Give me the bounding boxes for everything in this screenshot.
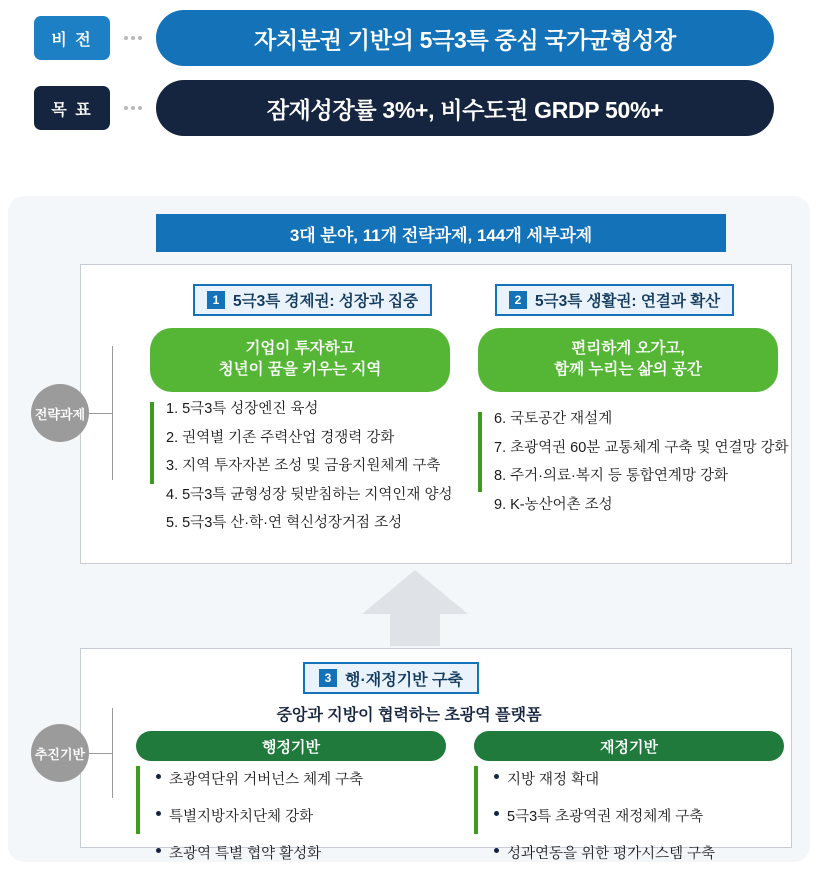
task-list-2 — [494, 412, 789, 526]
column-title-1: 5극3특 경제권: 성장과 집중 — [233, 293, 419, 310]
list-item: 1. 5극3특 성장엔진 육성 — [166, 401, 319, 417]
column-slogan-1 — [150, 328, 450, 392]
list-item: 4. 5극3특 균형성장 뒷받침하는 지역인재 양성 — [166, 486, 453, 503]
strategy-badge: 전략과제 — [31, 384, 89, 442]
list-item: 초광역단위 거버넌스 체계 구축 — [156, 768, 363, 789]
base-badge: 추진기반 — [31, 724, 89, 782]
list-item: 7. 초광역권 60분 교통체계 구축 및 연결망 강화 — [494, 439, 789, 456]
bullet-list-admin — [156, 768, 363, 879]
column-slogan-2 — [478, 328, 778, 392]
group-title-admin: 행정기반 — [136, 731, 446, 761]
bullet-list-finance — [494, 768, 715, 879]
group-title-finance: 재정기반 — [474, 731, 784, 761]
slogan-line-1a: 기업이 투자하고 — [245, 340, 355, 358]
goal-row — [0, 80, 818, 136]
vision-row — [0, 10, 818, 66]
accent-bar-1 — [150, 402, 154, 484]
list-item: 5. 5극3특 산·학·연 혁신성장거점 조성 — [166, 515, 403, 531]
bottom-header — [303, 662, 479, 694]
bottom-subtitle: 중앙과 지방이 협력하는 초광역 플랫폼 — [276, 707, 542, 724]
main-panel — [8, 196, 810, 862]
list-item: 5극3특 초광역권 재정체계 구축 — [494, 805, 715, 826]
task-list-1 — [166, 402, 452, 545]
goal-connector-dots — [120, 106, 146, 110]
list-item: 6. 국토공간 재설계 — [494, 411, 613, 427]
slogan-line-1b: 청년이 꿈을 키우는 지역 — [218, 361, 382, 378]
slogan-line-2b: 함께 누리는 삶의 공간 — [554, 361, 702, 378]
column-header-economy — [193, 284, 432, 316]
list-item: 특별지방자치단체 강화 — [156, 805, 363, 826]
list-item: 초광역 특별 협약 활성화 — [156, 842, 363, 863]
vision-tag: 비 전 — [34, 16, 110, 60]
list-item: 성과연동을 위한 평가시스템 구축 — [494, 842, 715, 863]
base-bracket — [112, 708, 113, 798]
summary-bar: 3대 분야, 11개 전략과제, 144개 세부과제 — [156, 214, 726, 252]
accent-bar-2 — [478, 412, 482, 492]
slogan-line-2a: 편리하게 오가고, — [571, 340, 685, 358]
column-number-3: 3 — [319, 669, 337, 687]
list-item: 8. 주거·의료·복지 등 통합연계망 강화 — [494, 468, 728, 484]
goal-tag: 목 표 — [34, 86, 110, 130]
strategy-bracket — [112, 346, 113, 480]
list-item: 3. 지역 투자자본 조성 및 금융지원체계 구축 — [166, 458, 441, 474]
list-item: 지방 재정 확대 — [494, 768, 715, 789]
bottom-title: 행·재정기반 구축 — [345, 671, 463, 689]
accent-bar-4 — [474, 766, 478, 834]
upward-arrow-icon — [360, 568, 470, 646]
list-item: 9. K-농산어촌 조성 — [494, 496, 613, 513]
column-header-living — [495, 284, 734, 316]
goal-banner: 잠재성장률 3%+, 비수도권 GRDP 50%+ — [156, 80, 774, 136]
column-title-2: 5극3특 생활권: 연결과 확산 — [535, 293, 721, 310]
vision-banner: 자치분권 기반의 5극3특 중심 국가균형성장 — [156, 10, 774, 66]
accent-bar-3 — [136, 766, 140, 834]
vision-connector-dots — [120, 36, 146, 40]
column-number-2: 2 — [509, 291, 527, 309]
list-item: 2. 권역별 기존 주력산업 경쟁력 강화 — [166, 429, 395, 446]
column-number-1: 1 — [207, 291, 225, 309]
